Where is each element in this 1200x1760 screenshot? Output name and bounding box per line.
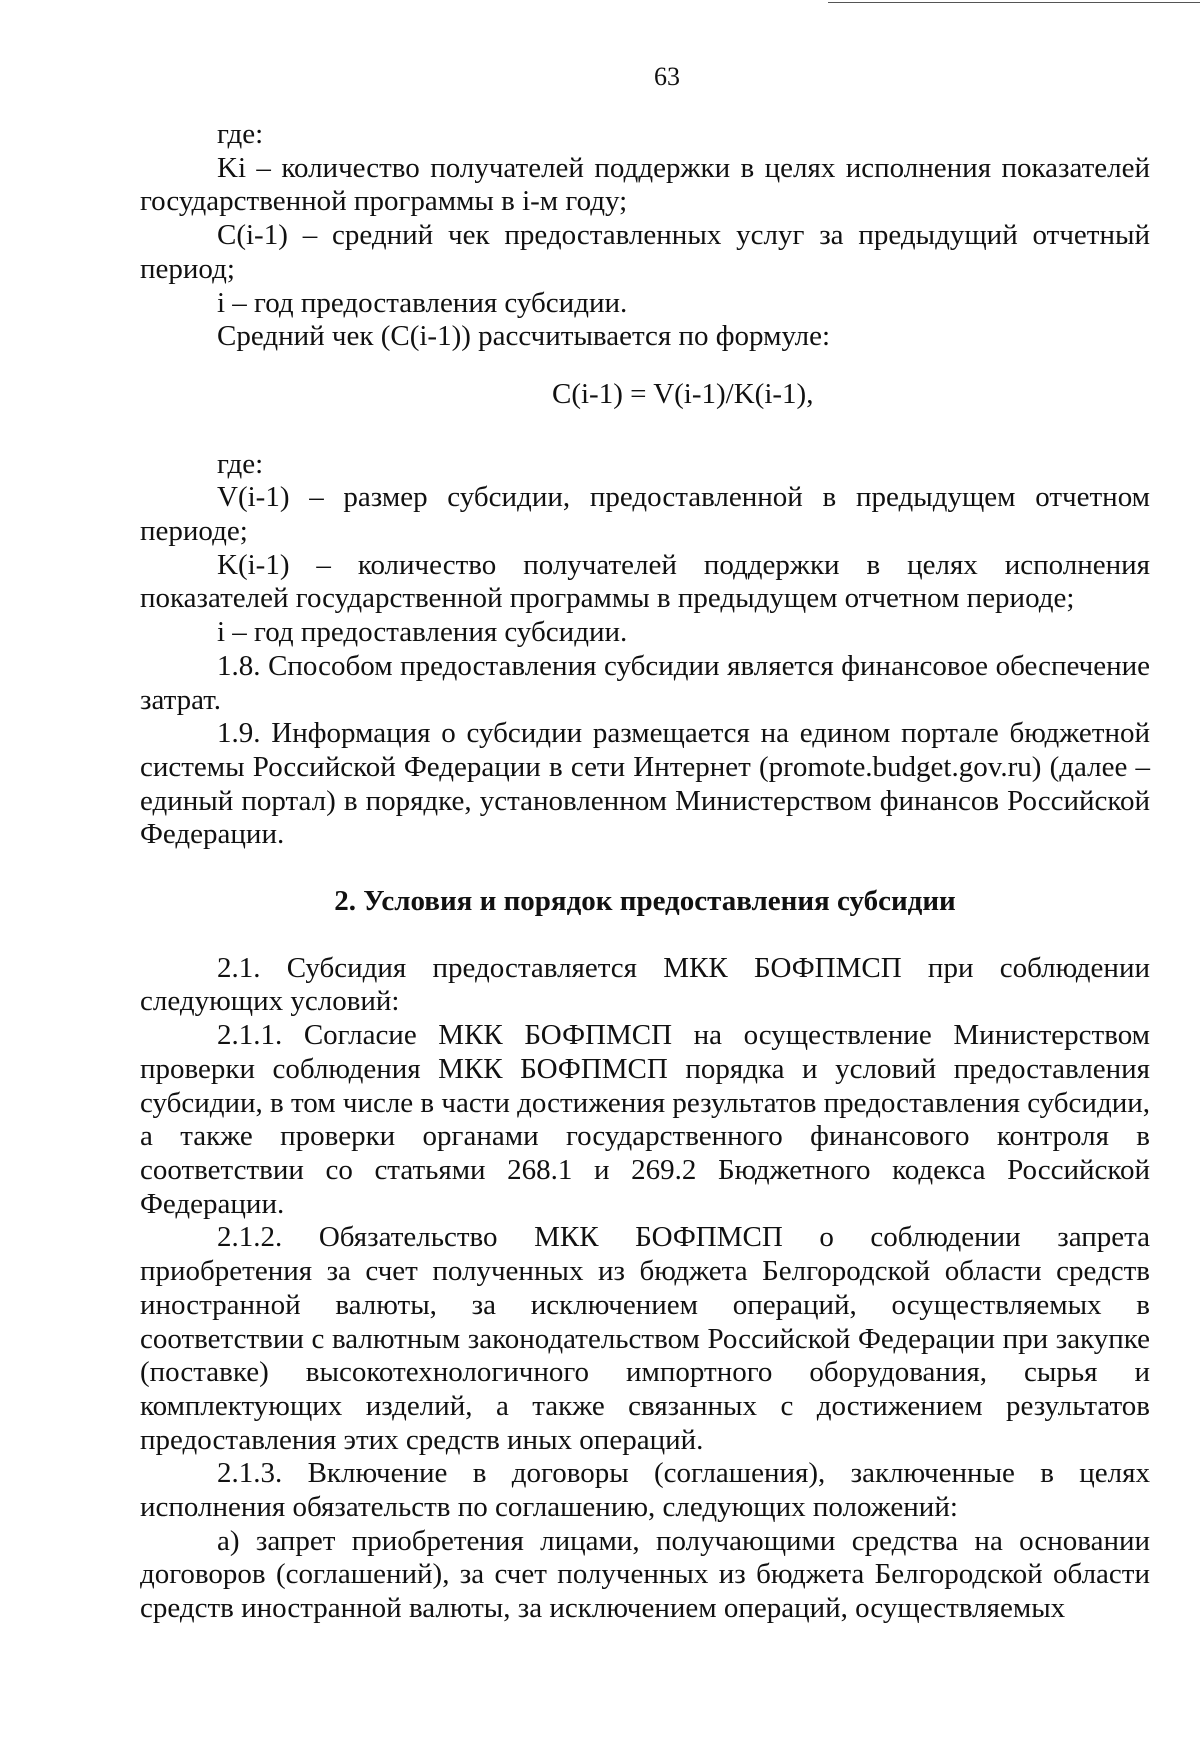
page-number: 63 [654, 62, 680, 91]
formula: C(i-1) = V(i-1)/K(i-1), [552, 377, 814, 410]
paragraph: 2.1. Субсидия предоставляется МКК БОФПМСП при соблюдении следующих условий: [140, 951, 1150, 1018]
paragraph: где: [217, 118, 264, 150]
paragraph: C(i-1) – средний чек предоставленных услуг за предыдущий отчетный период; [140, 219, 1150, 285]
paragraph: 2.1.1. Согласие МКК БОФПМСП на осуществление Министерством проверки соблюдения МКК БОФПМСП порядка и условий предоставления субсидии, в том числе в части достижения результатов предоставления субсидии, а также проверки органами государственного финансового контроля в соответствии со статьями 268.1 и 269.2 Бюджетного кодекса Российской Федерации. [140, 1019, 1150, 1220]
paragraph: 1.9. Информация о субсидии размещается на едином портале бюджетной системы Российской Федерации в сети Интернет (promote.budget.gov.ru) (далее – единый портал) в порядке, установленном Министерством финансов Российской Федерации. [140, 717, 1150, 851]
paragraph: 1.8. Способом предоставления субсидии является финансовое обеспечение затрат. [140, 649, 1150, 716]
paragraph: а) запрет приобретения лицами, получающими средства на основании договоров (соглашений), за счет полученных из бюджета Белгородской области средств иностранной валюты, за исключением операций, осуществляемых [140, 1524, 1150, 1625]
paragraph: K(i-1) – количество получателей поддержки в целях исполнения показателей государственной программы в предыдущем отчетном периоде; [140, 548, 1150, 615]
paragraph: 2.1.3. Включение в договоры (соглашения), заключенные в целях исполнения обязательств по соглашению, следующих положений: [140, 1457, 1150, 1524]
section-title: 2. Условия и порядок предоставления субсидии [334, 885, 956, 918]
paragraph: V(i-1) – размер субсидии, предоставленной в предыдущем отчетном периоде; [140, 481, 1150, 548]
paragraph: i – год предоставления субсидии. [217, 616, 628, 649]
paragraph: i – год предоставления субсидии. [217, 286, 628, 319]
paragraph: Ki – количество получателей поддержки в целях исполнения показателей государственной программы в i-м году; [140, 151, 1150, 218]
paragraph: 2.1.2. Обязательство МКК БОФПМСП о соблюдении запрета приобретения за счет полученных из бюджета Белгородской области средств иностранной валюты, за исключением операций, осуществляемых в соответствии с валютным законодательством Российской Федерации при закупке (поставке) высокотехнологичного импортного оборудования, сырья и комплектующих изделий, а также связанных с достижением результатов предоставления этих средств иных операций. [140, 1221, 1150, 1456]
paragraph: Средний чек (C(i-1)) рассчитывается по формуле: [217, 320, 831, 353]
top-rule [828, 2, 1200, 3]
paragraph: где: [217, 447, 264, 480]
body-text [140, 118, 1150, 1626]
